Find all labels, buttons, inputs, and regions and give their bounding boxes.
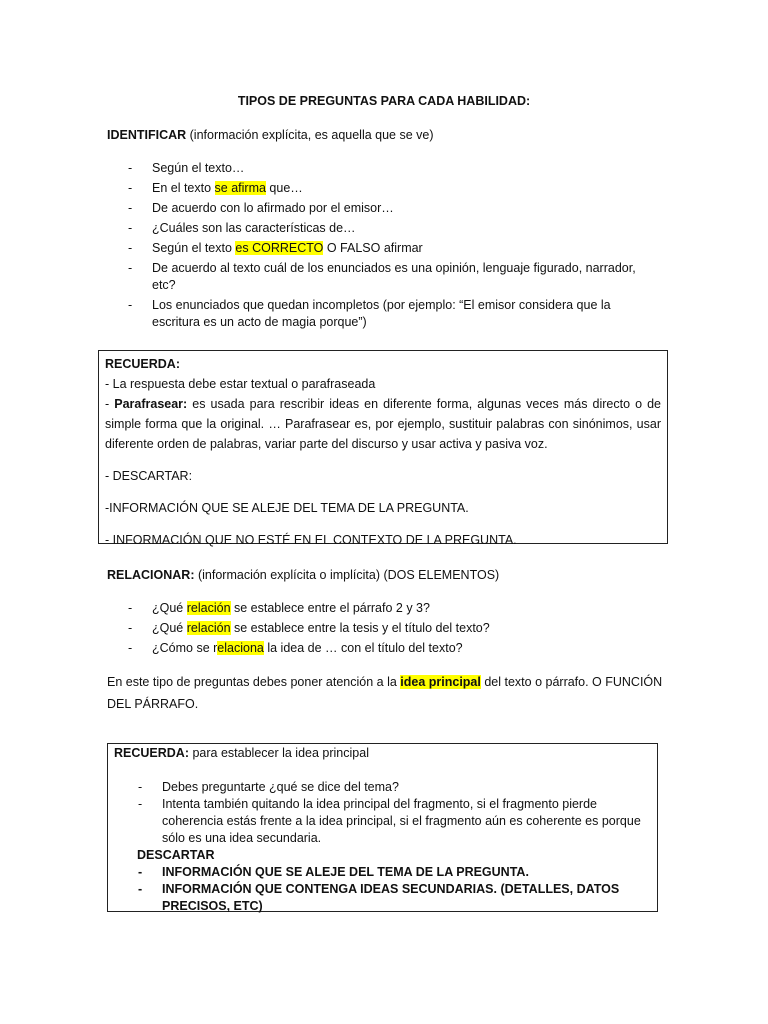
list-item: - De acuerdo al texto cuál de los enunciados es una opinión, lenguaje figurado, narrador, etc? [128,260,648,294]
descartar-item: - INFORMACIÓN QUE NO ESTÉ EN EL CONTEXTO DE LA PREGUNTA. [105,533,517,547]
list-item: - ¿Qué relación se establece entre el párrafo 2 y 3? [128,600,648,617]
recuerda-idea-heading: RECUERDA: para establecer la idea principal [114,746,369,760]
recuerda-idea-box [107,743,658,912]
identificar-desc: (información explícita, es aquella que se ve) [186,128,434,142]
list-item: - ¿Cómo se relaciona la idea de … con el título del texto? [128,640,648,657]
list-item: - Intenta también quitando la idea principal del fragmento, si el fragmento pierde coherencia estás frente a la idea principal, si el fragmento aún es coherente es porque sólo es una idea secundaria. [138,796,648,847]
recuerda-box [98,350,668,547]
list-item: - Los enunciados que quedan incompletos (por ejemplo: “El emisor considera que la escritura es un acto de magia porque”) [128,297,648,331]
relacionar-label: RELACIONAR: [107,568,195,582]
list-item: - De acuerdo con lo afirmado por el emisor… [128,200,648,217]
list-item: - Debes preguntarte ¿qué se dice del tema? [138,779,648,796]
list-item: - INFORMACIÓN QUE SE ALEJE DEL TEMA DE LA PREGUNTA. [138,864,648,881]
identificar-list [128,160,648,331]
identificar-heading [107,128,434,142]
idea-principal-note: En este tipo de preguntas debes poner atención a la idea principal del texto o párrafo. O FUNCIÓN DEL PÁRRAFO. [107,675,663,711]
list-item: - ¿Qué relación se establece entre la tesis y el título del texto? [128,620,648,637]
identificar-label: IDENTIFICAR [107,128,187,142]
list-item: - ¿Cuáles son las características de… [128,220,648,237]
recuerda-line: - La respuesta debe estar textual o parafraseada [105,377,376,391]
list-item: - Según el texto… [128,160,648,177]
descartar-heading: - DESCARTAR: [105,469,193,483]
page-title: TIPOS DE PREGUNTAS PARA CADA HABILIDAD: [237,94,531,108]
list-item: - INFORMACIÓN QUE CONTENGA IDEAS SECUNDARIAS. (DETALLES, DATOS PRECISOS, ETC) [138,881,648,915]
descartar-heading: DESCARTAR [137,848,215,862]
recuerda-heading: RECUERDA: [105,357,180,371]
descartar-item: -INFORMACIÓN QUE SE ALEJE DEL TEMA DE LA PREGUNTA. [105,501,469,515]
descartar-list [138,864,648,915]
parafrasear-paragraph: - Parafrasear: es usada para rescribir ideas en diferente forma, algunas veces más directo o de simple forma que la original. … Parafrasear es, por ejemplo, sustituir palabras con sinónimos, usar diferente orden de palabras, variar parte del discurso y usar activa y pasiva voz. [105,397,661,451]
list-item: - En el texto se afirma que… [128,180,648,197]
recuerda-idea-list [138,779,648,847]
list-item: - Según el texto es CORRECTO O FALSO afirmar [128,240,648,257]
relacionar-desc: (información explícita o implícita) (DOS ELEMENTOS) [194,568,500,582]
relacionar-list [128,600,648,657]
relacionar-heading [107,568,499,582]
